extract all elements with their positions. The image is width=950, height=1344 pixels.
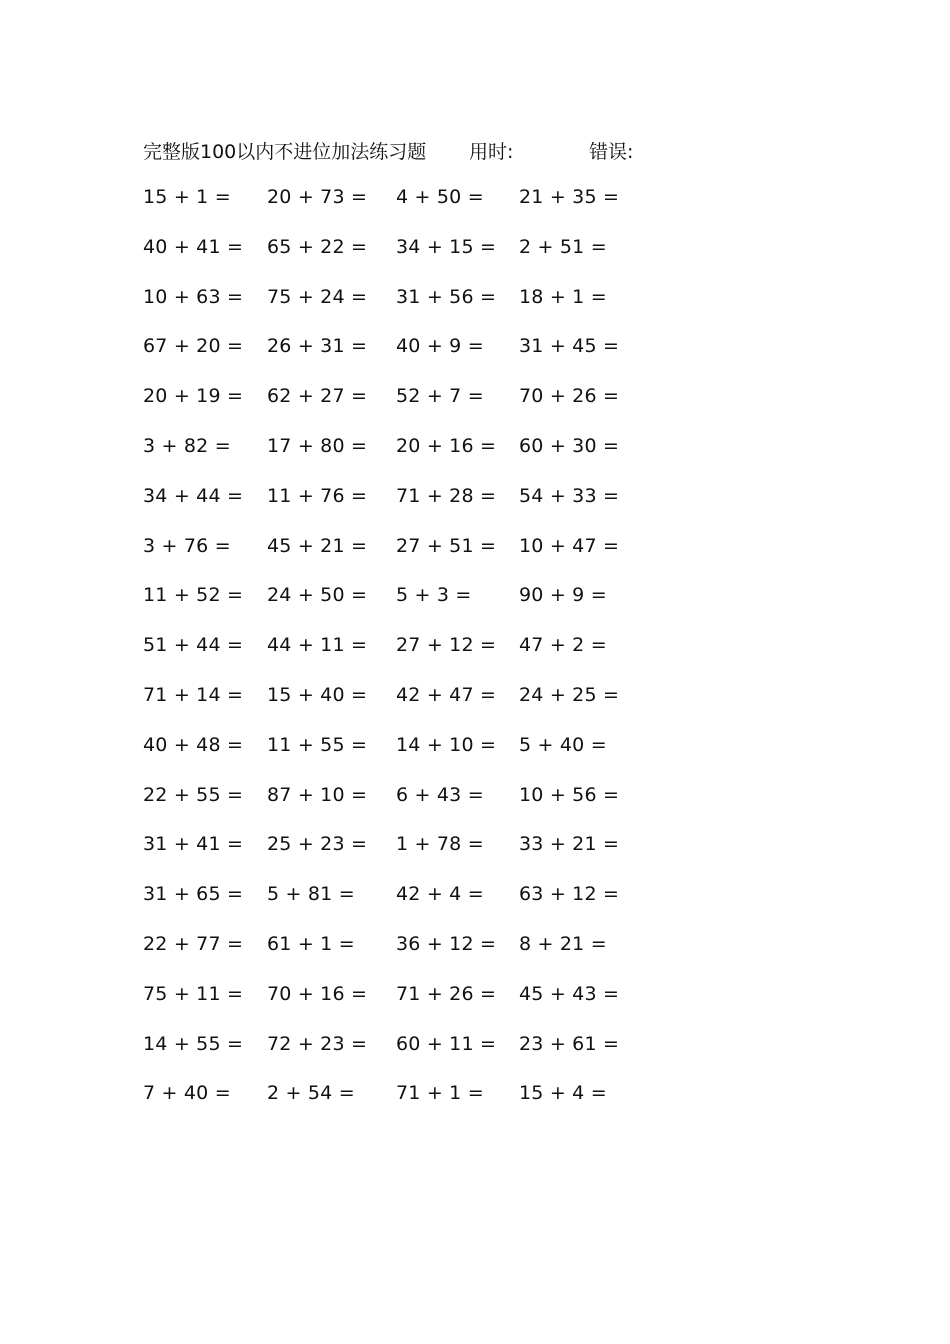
addition-problem: 17 + 80 = <box>267 434 368 457</box>
addition-problem: 72 + 23 = <box>267 1032 368 1055</box>
problem-grid <box>0 186 950 1132</box>
addition-problem: 34 + 44 = <box>143 484 244 507</box>
addition-problem: 14 + 55 = <box>143 1032 244 1055</box>
problem-row <box>0 883 950 933</box>
addition-problem: 75 + 11 = <box>143 982 244 1005</box>
addition-problem: 21 + 35 = <box>519 186 620 208</box>
addition-problem: 5 + 81 = <box>267 883 355 906</box>
addition-problem: 6 + 43 = <box>396 783 484 806</box>
addition-problem: 11 + 55 = <box>267 733 368 756</box>
addition-problem: 20 + 73 = <box>267 186 368 208</box>
addition-problem: 40 + 9 = <box>396 335 484 358</box>
addition-problem: 8 + 21 = <box>519 932 607 955</box>
addition-problem: 40 + 48 = <box>143 733 244 756</box>
problem-row <box>0 236 950 286</box>
addition-problem: 71 + 1 = <box>396 1082 484 1105</box>
addition-problem: 36 + 12 = <box>396 932 497 955</box>
problem-row <box>0 1082 950 1132</box>
addition-problem: 4 + 50 = <box>396 186 484 208</box>
addition-problem: 90 + 9 = <box>519 584 607 607</box>
addition-problem: 52 + 7 = <box>396 385 484 408</box>
problem-row <box>0 634 950 684</box>
addition-problem: 44 + 11 = <box>267 634 368 657</box>
addition-problem: 26 + 31 = <box>267 335 368 358</box>
addition-problem: 7 + 40 = <box>143 1082 231 1105</box>
addition-problem: 71 + 14 = <box>143 683 244 706</box>
error-count-label: 错误: <box>589 141 634 163</box>
addition-problem: 71 + 28 = <box>396 484 497 507</box>
addition-problem: 47 + 2 = <box>519 634 607 657</box>
problem-row <box>0 584 950 634</box>
addition-problem: 20 + 19 = <box>143 385 244 408</box>
problem-row <box>0 485 950 535</box>
addition-problem: 67 + 20 = <box>143 335 244 358</box>
addition-problem: 15 + 1 = <box>143 186 231 208</box>
problem-row <box>0 535 950 585</box>
addition-problem: 11 + 52 = <box>143 584 244 607</box>
addition-problem: 3 + 82 = <box>143 434 231 457</box>
addition-problem: 1 + 78 = <box>396 833 484 856</box>
addition-problem: 40 + 41 = <box>143 235 244 258</box>
addition-problem: 20 + 16 = <box>396 434 497 457</box>
addition-problem: 54 + 33 = <box>519 484 620 507</box>
addition-problem: 42 + 4 = <box>396 883 484 906</box>
addition-problem: 10 + 63 = <box>143 285 244 308</box>
addition-problem: 87 + 10 = <box>267 783 368 806</box>
problem-row <box>0 186 950 236</box>
addition-problem: 27 + 51 = <box>396 534 497 557</box>
problem-row <box>0 335 950 385</box>
addition-problem: 22 + 55 = <box>143 783 244 806</box>
addition-problem: 71 + 26 = <box>396 982 497 1005</box>
addition-problem: 60 + 30 = <box>519 434 620 457</box>
addition-problem: 23 + 61 = <box>519 1032 620 1055</box>
addition-problem: 2 + 51 = <box>519 235 607 258</box>
addition-problem: 14 + 10 = <box>396 733 497 756</box>
addition-problem: 27 + 12 = <box>396 634 497 657</box>
problem-row <box>0 684 950 734</box>
addition-problem: 63 + 12 = <box>519 883 620 906</box>
addition-problem: 5 + 3 = <box>396 584 472 607</box>
addition-problem: 70 + 16 = <box>267 982 368 1005</box>
addition-problem: 33 + 21 = <box>519 833 620 856</box>
addition-problem: 3 + 76 = <box>143 534 231 557</box>
addition-problem: 45 + 43 = <box>519 982 620 1005</box>
problem-row <box>0 933 950 983</box>
addition-problem: 18 + 1 = <box>519 285 607 308</box>
addition-problem: 61 + 1 = <box>267 932 355 955</box>
addition-problem: 51 + 44 = <box>143 634 244 657</box>
addition-problem: 22 + 77 = <box>143 932 244 955</box>
addition-problem: 70 + 26 = <box>519 385 620 408</box>
problem-row <box>0 734 950 784</box>
addition-problem: 62 + 27 = <box>267 385 368 408</box>
problem-row <box>0 833 950 883</box>
addition-problem: 25 + 23 = <box>267 833 368 856</box>
problem-row <box>0 435 950 485</box>
addition-problem: 31 + 45 = <box>519 335 620 358</box>
addition-problem: 24 + 25 = <box>519 683 620 706</box>
addition-problem: 45 + 21 = <box>267 534 368 557</box>
addition-problem: 10 + 56 = <box>519 783 620 806</box>
addition-problem: 5 + 40 = <box>519 733 607 756</box>
worksheet-header <box>143 137 703 165</box>
problem-row <box>0 286 950 336</box>
addition-problem: 42 + 47 = <box>396 683 497 706</box>
worksheet-title: 完整版100以内不进位加法练习题 <box>143 141 427 163</box>
addition-problem: 75 + 24 = <box>267 285 368 308</box>
problem-row <box>0 1033 950 1083</box>
addition-problem: 11 + 76 = <box>267 484 368 507</box>
addition-problem: 31 + 41 = <box>143 833 244 856</box>
addition-problem: 15 + 40 = <box>267 683 368 706</box>
problem-row <box>0 784 950 834</box>
addition-problem: 10 + 47 = <box>519 534 620 557</box>
problem-row <box>0 385 950 435</box>
addition-problem: 60 + 11 = <box>396 1032 497 1055</box>
problem-row <box>0 983 950 1033</box>
addition-problem: 31 + 56 = <box>396 285 497 308</box>
addition-problem: 34 + 15 = <box>396 235 497 258</box>
addition-problem: 24 + 50 = <box>267 584 368 607</box>
time-used-label: 用时: <box>469 141 514 163</box>
addition-problem: 15 + 4 = <box>519 1082 607 1105</box>
addition-problem: 2 + 54 = <box>267 1082 355 1105</box>
addition-problem: 65 + 22 = <box>267 235 368 258</box>
addition-problem: 31 + 65 = <box>143 883 244 906</box>
